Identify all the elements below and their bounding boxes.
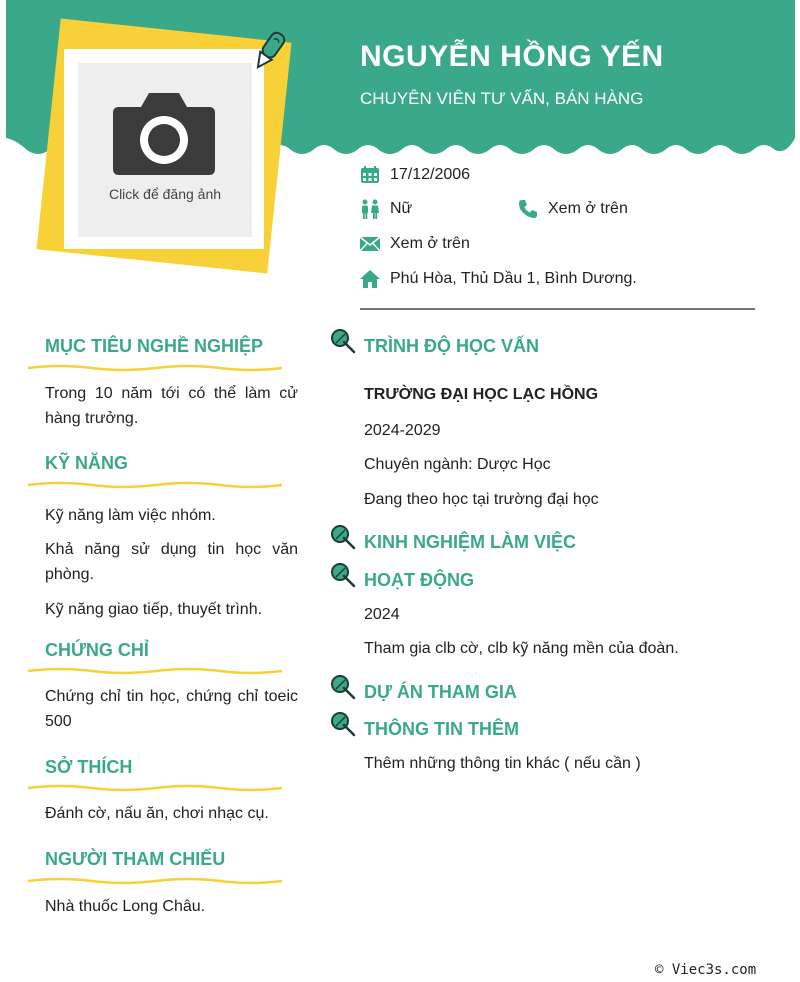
certificates-text: Chứng chỉ tin học, chứng chỉ toeic 500 xyxy=(45,688,298,730)
certificates-underline xyxy=(28,665,282,677)
additional-heading: THÔNG TIN THÊM xyxy=(364,719,519,739)
address-value: Phú Hòa, Thủ Dầu 1, Bình Dương. xyxy=(390,270,637,287)
skill-item: Kỹ năng giao tiếp, thuyết trình. xyxy=(45,601,263,618)
footer-credit: © Viec3s.com xyxy=(655,962,757,978)
phone-icon xyxy=(518,199,538,219)
gender-row xyxy=(360,199,412,219)
activities-heading: HOẠT ĐỘNG xyxy=(364,570,474,590)
birthday-value: 17/12/2006 xyxy=(390,166,471,183)
email-icon xyxy=(360,234,380,254)
photo-frame[interactable] xyxy=(64,49,264,249)
pushpin-icon xyxy=(330,711,356,737)
hobbies-underline xyxy=(28,782,282,794)
references-heading: NGƯỜI THAM CHIẾU xyxy=(45,849,226,869)
education-school: TRƯỜNG ĐẠI HỌC LẠC HỒNG xyxy=(364,386,599,403)
education-years: 2024-2029 xyxy=(364,422,441,439)
photo-caption: Click để đăng ảnh xyxy=(108,186,222,202)
objective-underline xyxy=(28,362,282,374)
address-row xyxy=(360,269,637,289)
hobbies-heading: SỞ THÍCH xyxy=(45,757,133,777)
gender-icon xyxy=(360,199,380,219)
pushpin-icon xyxy=(330,562,356,588)
pushpin-icon xyxy=(330,674,356,700)
references-text: Nhà thuốc Long Châu. xyxy=(45,898,206,915)
birthday-row xyxy=(360,165,470,185)
hobbies-text: Đánh cờ, nấu ăn, chơi nhạc cụ. xyxy=(45,805,269,822)
additional-text: Thêm những thông tin khác ( nếu cần ) xyxy=(364,755,641,772)
phone-row xyxy=(518,199,628,219)
photo-upload[interactable] xyxy=(78,63,252,237)
home-icon xyxy=(360,269,380,289)
phone-value: Xem ở trên xyxy=(548,200,628,217)
skill-item: Kỹ năng làm việc nhóm. xyxy=(45,507,216,524)
certificates-heading: CHỨNG CHỈ xyxy=(45,640,149,660)
objective-text: Trong 10 năm tới có thể làm cử hàng trưởng. xyxy=(45,385,298,427)
skill-item: Khả năng sử dụng tin học văn phòng. xyxy=(45,541,298,583)
projects-heading: DỰ ÁN THAM GIA xyxy=(364,682,517,702)
pushpin-icon xyxy=(330,524,356,550)
camera-icon xyxy=(111,85,217,177)
email-value: Xem ở trên xyxy=(390,235,470,252)
activities-year: 2024 xyxy=(364,606,400,623)
gender-value: Nữ xyxy=(390,200,413,217)
candidate-name: NGUYỄN HỒNG YẾN xyxy=(360,40,664,73)
education-heading: TRÌNH ĐỘ HỌC VẤN xyxy=(364,336,539,356)
education-major: Chuyên ngành: Dược Học xyxy=(364,456,551,473)
education-status: Đang theo học tại trường đại học xyxy=(364,491,599,508)
pushpin-icon xyxy=(330,328,356,354)
objective-heading: MỤC TIÊU NGHỀ NGHIỆP xyxy=(45,336,264,356)
candidate-title: CHUYÊN VIÊN TƯ VẤN, BÁN HÀNG xyxy=(360,89,644,108)
contact-divider xyxy=(360,308,755,310)
experience-heading: KINH NGHIỆM LÀM VIỆC xyxy=(364,532,577,552)
activities-text: Tham gia clb cờ, clb kỹ năng mền của đoàn. xyxy=(364,640,679,657)
references-underline xyxy=(28,875,282,887)
skills-heading: KỸ NĂNG xyxy=(45,453,129,473)
pen-icon xyxy=(250,27,290,73)
email-row xyxy=(360,234,470,254)
calendar-icon xyxy=(360,165,380,185)
skills-underline xyxy=(28,479,282,491)
